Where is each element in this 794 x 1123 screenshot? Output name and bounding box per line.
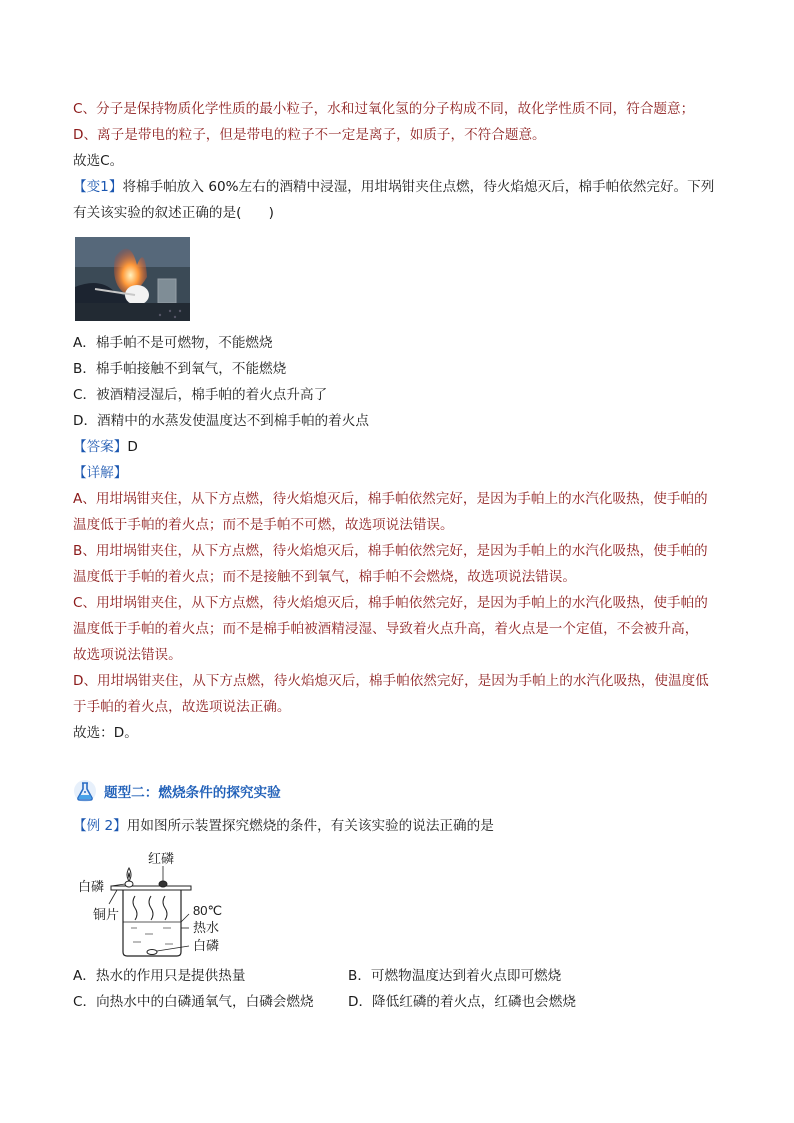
detail-c-2: 温度低于手帕的着火点；而不是棉手帕被酒精浸湿、导致着火点升高，着火点是一个定值，不会被升高， (73, 621, 699, 637)
detail-b-2: 温度低于手帕的着火点；而不是接触不到氧气，棉手帕不会燃烧，故选项说法错误。 (73, 569, 576, 585)
detail-tag: 【详解】 (73, 465, 128, 481)
answer-conclusion: 故选C。 (73, 153, 124, 169)
label-white-phosphorus-bottom: 白磷 (193, 938, 220, 953)
option-c: C．被酒精浸湿后，棉手帕的着火点升高了 (73, 387, 328, 403)
detail-d-1: D、用坩埚钳夹住，从下方点燃，待火焰熄灭后，棉手帕依然完好，是因为手帕上的水汽化吸热，使温度低 (73, 673, 709, 689)
answer-line-c: C、分子是保持物质化学性质的最小粒子，水和过氧化氢的分子构成不同，故化学性质不同，符合题意； (73, 101, 695, 117)
option-d: D．酒精中的水蒸发使温度达不到棉手帕的着火点 (73, 413, 369, 429)
label-white-phosphorus-top: 白磷 (78, 879, 105, 894)
option-b: B．棉手帕接触不到氧气，不能燃烧 (73, 361, 287, 377)
detail-d-2: 于手帕的着火点，故选项说法正确。 (73, 699, 291, 715)
detail-conclusion: 故选：D。 (73, 725, 138, 741)
option-a: A．棉手帕不是可燃物，不能燃烧 (73, 335, 273, 351)
label-red-phosphorus: 红磷 (148, 851, 175, 866)
detail-c-3: 故选项说法错误。 (73, 647, 182, 663)
detail-c-1: C、用坩埚钳夹住，从下方点燃，待火焰熄灭后，棉手帕依然完好，是因为手帕上的水汽化吸热，使手帕的 (73, 595, 708, 611)
label-copper-plate: 铜片 (93, 907, 120, 922)
flask-icon (73, 779, 97, 803)
answer-tag: 【答案】 (73, 439, 128, 455)
q2-tag: 【例 2】 (73, 818, 127, 834)
label-temperature: 80℃ (193, 903, 223, 918)
question-line-2: 有关该实验的叙述正确的是( ) (73, 205, 274, 221)
q2-option-a: A．热水的作用只是提供热量 (73, 968, 246, 984)
experiment-photo (75, 237, 190, 321)
question-text: 将棉手帕放入 60%左右的酒精中浸湿，用坩埚钳夹住点燃，待火焰熄灭后，棉手帕依然完好。下列 (122, 179, 715, 195)
q2-text: 用如图所示装置探究燃烧的条件，有关该实验的说法正确的是 (126, 818, 494, 834)
answer-value: D (127, 439, 138, 455)
combustion-apparatus-diagram (73, 848, 233, 960)
question-tag: 【变1】 (73, 179, 123, 195)
answer-row (73, 438, 138, 456)
answer-line-d: D、离子是带电的粒子，但是带电的粒子不一定是离子，如质子，不符合题意。 (73, 127, 546, 143)
question-line-1 (73, 178, 714, 196)
q2-option-d: D．降低红磷的着火点，红磷也会燃烧 (348, 994, 576, 1010)
q2-line (73, 817, 494, 835)
detail-a-2: 温度低于手帕的着火点；而不是手帕不可燃，故选项说法错误。 (73, 517, 454, 533)
q2-option-b: B．可燃物温度达到着火点即可燃烧 (348, 968, 562, 984)
label-hot-water: 热水 (193, 920, 220, 935)
q2-option-c: C．向热水中的白磷通氧气，白磷会燃烧 (73, 994, 314, 1010)
detail-a-1: A、用坩埚钳夹住，从下方点燃，待火焰熄灭后，棉手帕依然完好，是因为手帕上的水汽化吸热，使手帕的 (73, 491, 708, 507)
section-title: 题型二：燃烧条件的探究实验 (104, 785, 281, 801)
detail-b-1: B、用坩埚钳夹住，从下方点燃，待火焰熄灭后，棉手帕依然完好，是因为手帕上的水汽化吸热，使手帕的 (73, 543, 708, 559)
